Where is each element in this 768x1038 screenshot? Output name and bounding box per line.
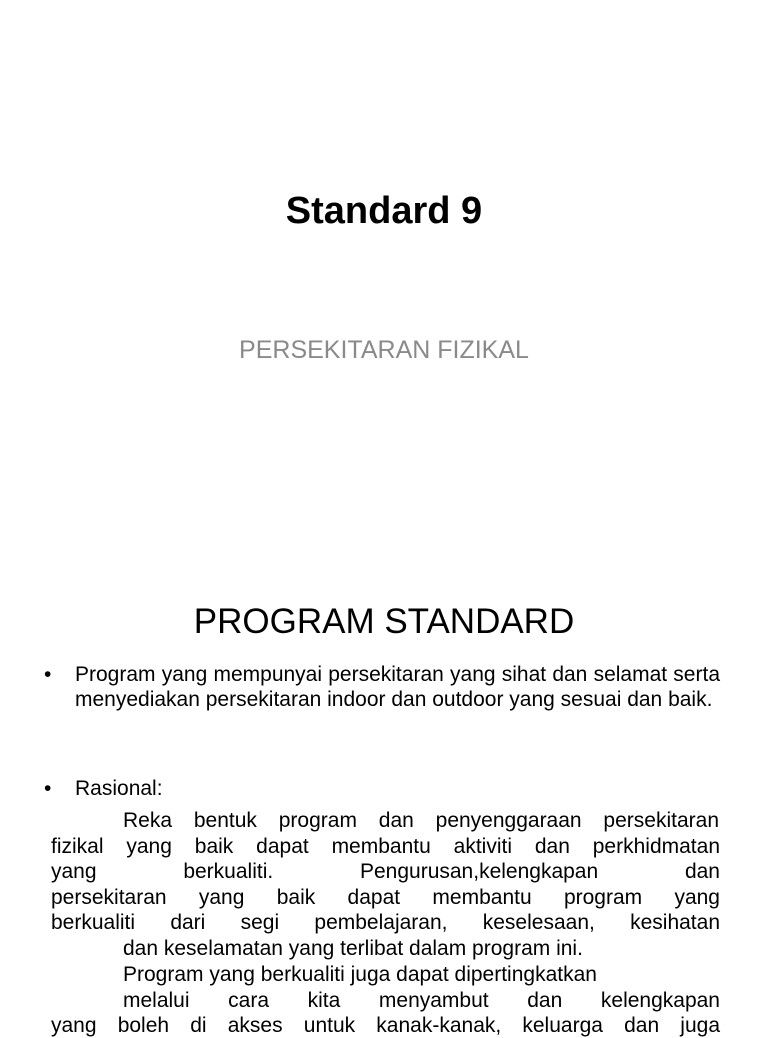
- slide-title: Standard 9: [285, 190, 483, 232]
- slide-subtitle: PERSEKITARAN FIZIKAL: [239, 336, 529, 364]
- rationale-line: fizikal yang baik dapat membantu aktiviti dan perkhidmatan: [51, 835, 720, 858]
- rationale-line: Program yang berkualiti juga dapat dipertingkatkan: [123, 963, 597, 986]
- rationale-line: berkualiti dari segi pembelajaran, keselesaan, kesihatan: [51, 911, 720, 934]
- bullet-text: Program yang mempunyai persekitaran yang sihat dan selamat serta menyediakan persekitaran indoor dan outdoor yang sesuai dan baik.: [75, 663, 720, 711]
- bullet-icon: •: [44, 777, 52, 800]
- bullet-text: Rasional:: [75, 777, 163, 800]
- rationale-line: yang boleh di akses untuk kanak-kanak, keluarga dan juga: [51, 1014, 720, 1037]
- bullet-item: [44, 776, 720, 801]
- rationale-line: Reka bentuk program dan penyenggaraan persekitaran: [123, 809, 719, 832]
- content-slide: [0, 576, 768, 1037]
- rationale-line: dan keselamatan yang terlibat dalam program ini.: [123, 937, 583, 960]
- rationale-line: persekitaran yang baik dapat membantu program yang: [51, 886, 720, 909]
- rationale-line: yang berkualiti. Pengurusan,kelengkapan dan: [51, 860, 720, 883]
- bullet-item: [44, 662, 720, 712]
- rationale-line: melalui cara kita menyambut dan kelengkapan: [123, 989, 720, 1012]
- bullet-icon: •: [44, 663, 52, 686]
- slide-heading: PROGRAM STANDARD: [193, 602, 575, 641]
